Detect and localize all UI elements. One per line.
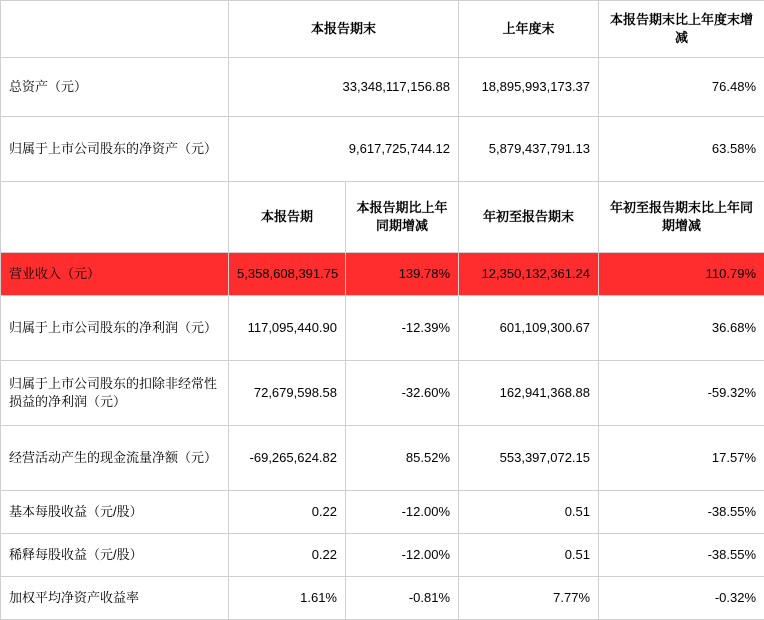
header-period-end: 本报告期末 <box>229 1 459 58</box>
table-row-revenue <box>1 253 764 296</box>
cell-diluted-eps-current: 0.22 <box>229 534 346 577</box>
cell-weighted-roe-current: 1.61% <box>229 577 346 620</box>
cell-weighted-roe-current-yoy: -0.81% <box>346 577 459 620</box>
cell-net-profit-current-yoy: -12.39% <box>346 296 459 361</box>
cell-net-profit-deducted-current-yoy: -32.60% <box>346 361 459 426</box>
table-row <box>1 534 764 577</box>
header-blank-cell <box>1 1 229 58</box>
cell-net-profit-ytd: 601,109,300.67 <box>459 296 599 361</box>
table-row <box>1 117 764 182</box>
table-row <box>1 296 764 361</box>
cell-net-profit-deducted-ytd-yoy: -59.32% <box>599 361 764 426</box>
header-ytd: 年初至报告期末 <box>459 182 599 253</box>
cell-basic-eps-ytd: 0.51 <box>459 491 599 534</box>
cell-revenue-current-yoy: 139.78% <box>346 253 459 296</box>
row-label-revenue: 营业收入（元） <box>1 253 229 296</box>
row-label-net-profit: 归属于上市公司股东的净利润（元） <box>1 296 229 361</box>
cell-revenue-ytd-yoy: 110.79% <box>599 253 764 296</box>
row-label-diluted-eps: 稀释每股收益（元/股） <box>1 534 229 577</box>
header-change-vs-prior-year-end: 本报告期末比上年度末增减 <box>599 1 764 58</box>
cell-net-profit-current: 117,095,440.90 <box>229 296 346 361</box>
cell-operating-cash-flow-ytd-yoy: 17.57% <box>599 426 764 491</box>
row-label-net-profit-deducted: 归属于上市公司股东的扣除非经常性损益的净利润（元） <box>1 361 229 426</box>
row-label-basic-eps: 基本每股收益（元/股） <box>1 491 229 534</box>
cell-net-assets-change: 63.58% <box>599 117 764 182</box>
row-label-weighted-roe: 加权平均净资产收益率 <box>1 577 229 620</box>
cell-revenue-current: 5,358,608,391.75 <box>229 253 346 296</box>
cell-operating-cash-flow-ytd: 553,397,072.15 <box>459 426 599 491</box>
cell-net-profit-deducted-current: 72,679,598.58 <box>229 361 346 426</box>
cell-net-assets-period-end: 9,617,725,744.12 <box>229 117 459 182</box>
table-header-row-balance <box>1 1 764 58</box>
cell-basic-eps-current: 0.22 <box>229 491 346 534</box>
table-row <box>1 58 764 117</box>
cell-net-assets-prior-year-end: 5,879,437,791.13 <box>459 117 599 182</box>
cell-operating-cash-flow-current-yoy: 85.52% <box>346 426 459 491</box>
cell-diluted-eps-current-yoy: -12.00% <box>346 534 459 577</box>
cell-net-profit-ytd-yoy: 36.68% <box>599 296 764 361</box>
table-header-row-income <box>1 182 764 253</box>
table-row <box>1 426 764 491</box>
header-ytd-yoy: 年初至报告期末比上年同期增减 <box>599 182 764 253</box>
cell-weighted-roe-ytd-yoy: -0.32% <box>599 577 764 620</box>
cell-basic-eps-current-yoy: -12.00% <box>346 491 459 534</box>
cell-diluted-eps-ytd: 0.51 <box>459 534 599 577</box>
cell-total-assets-period-end: 33,348,117,156.88 <box>229 58 459 117</box>
row-label-net-assets: 归属于上市公司股东的净资产（元） <box>1 117 229 182</box>
cell-net-profit-deducted-ytd: 162,941,368.88 <box>459 361 599 426</box>
header-current-period-yoy: 本报告期比上年同期增减 <box>346 182 459 253</box>
header-prior-year-end: 上年度末 <box>459 1 599 58</box>
table-row <box>1 577 764 620</box>
row-label-operating-cash-flow: 经营活动产生的现金流量净额（元） <box>1 426 229 491</box>
cell-diluted-eps-ytd-yoy: -38.55% <box>599 534 764 577</box>
cell-total-assets-prior-year-end: 18,895,993,173.37 <box>459 58 599 117</box>
cell-revenue-ytd: 12,350,132,361.24 <box>459 253 599 296</box>
table-row <box>1 361 764 426</box>
table-row <box>1 491 764 534</box>
row-label-total-assets: 总资产（元） <box>1 58 229 117</box>
cell-weighted-roe-ytd: 7.77% <box>459 577 599 620</box>
header-blank-cell-2 <box>1 182 229 253</box>
header-current-period: 本报告期 <box>229 182 346 253</box>
cell-basic-eps-ytd-yoy: -38.55% <box>599 491 764 534</box>
cell-total-assets-change: 76.48% <box>599 58 764 117</box>
cell-operating-cash-flow-current: -69,265,624.82 <box>229 426 346 491</box>
